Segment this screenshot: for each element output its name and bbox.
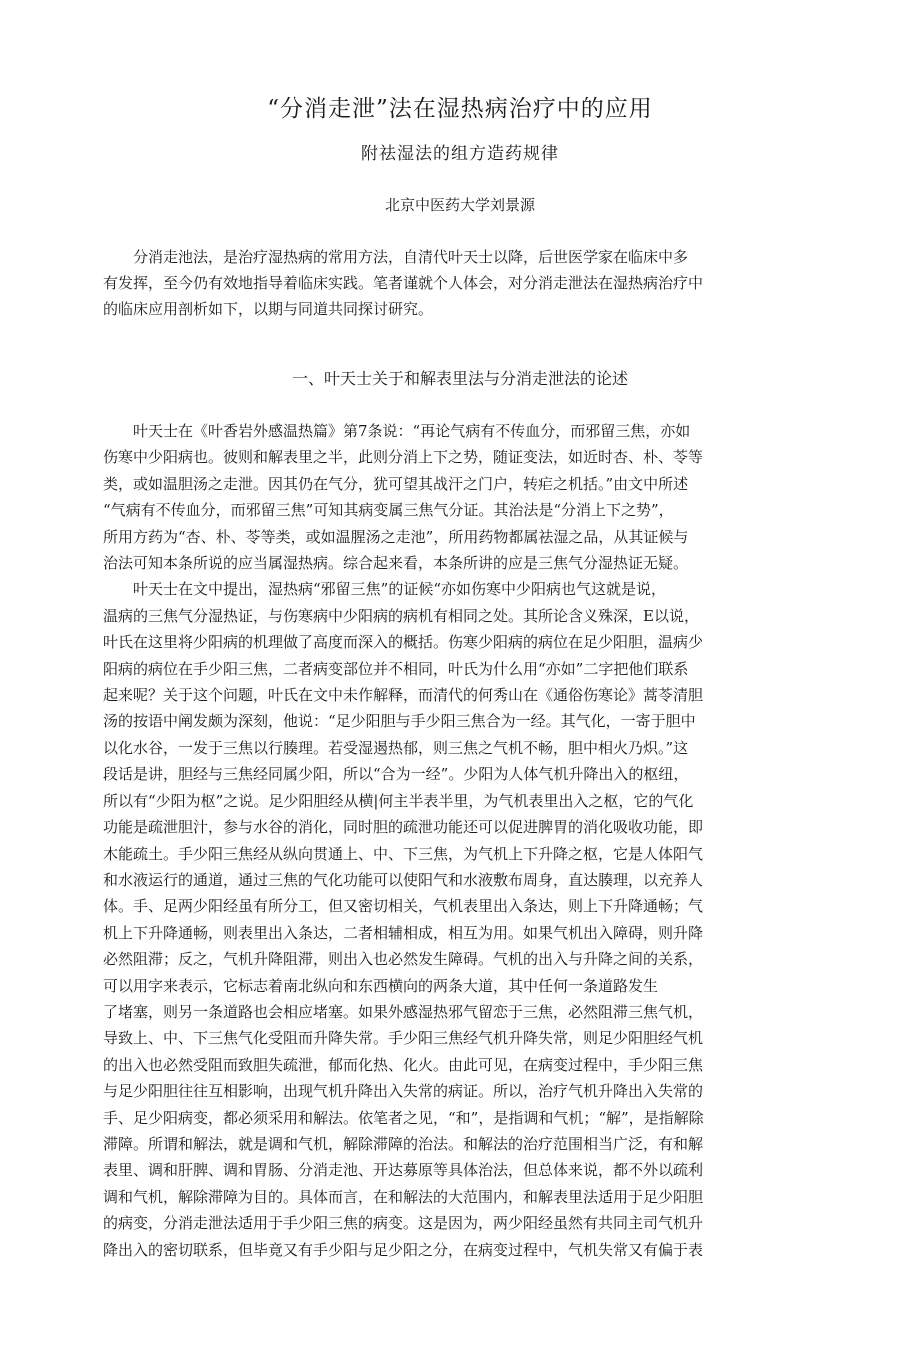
intro-line: 有发挥，至今仍有效地指导着临床实践。笔者谨就个人体会，对分消走泄法在湿热病治疗中 xyxy=(103,274,704,293)
document-title: “分消走泄”法在湿热病治疗中的应用 xyxy=(267,96,653,122)
section-heading: 一、叶天士关于和解表里法与分消走泄法的论述 xyxy=(291,369,628,388)
body-line: 叶天士在文中提出，湿热病“邪留三焦”的证候“亦如伤寒中少阳病也气这就是说， xyxy=(103,580,667,599)
body-line: 类，或如温胆汤之走泄。因其仍在气分，犹可望其战汗之门户，转疟之机括。”由文中所述 xyxy=(103,474,689,493)
intro-paragraph xyxy=(103,244,793,323)
body-line: 的出入也必然受阻而致胆失疏泄，郁而化热、化火。由此可见，在病变过程中，手少阳三焦 xyxy=(103,1055,704,1074)
body-line: 手、足少阳病变，都必须采用和解法。依笔者之见，“和”，是指调和气机；“解”，是指解除 xyxy=(103,1108,704,1127)
section-body xyxy=(103,418,793,1263)
body-line: 汤的按语中阐发颇为深刻，他说：“足少阳胆与手少阳三焦合为一经。其气化，一寄于胆中 xyxy=(103,712,696,731)
body-line: 治法可知本条所说的应当属湿热病。综合起来看，本条所讲的应是三焦气分湿热证无疑。 xyxy=(103,554,689,573)
body-line: 木能疏土。手少阳三焦经从纵向贯通上、中、下三焦，为气机上下升降之枢，它是人体阳气 xyxy=(103,844,704,863)
body-line: 导致上、中、下三焦气化受阻而升降失常。手少阳三焦经气机升降失常，则足少阳胆经气机 xyxy=(103,1029,704,1048)
body-line: 叶天士在《叶香岩外感温热篇》第7条说：“再论气病有不传血分，而邪留三焦，亦如 xyxy=(103,422,691,440)
body-line: 体。手、足两少阳经虽有所分工，但又密切相关，气机表里出入条达，则上下升降通畅；气 xyxy=(103,897,704,916)
body-line: 段话是讲，胆经与三焦经同属少阳，所以“合为一经”。少阳为人体气机升降出入的枢纽， xyxy=(103,765,689,784)
body-line: 阳病的病位在手少阳三焦，二者病变部位并不相同，叶氏为什么用“亦如”二字把他们联系 xyxy=(103,659,689,678)
body-line: 表里、调和肝脾、调和胃肠、分消走池、开达募原等具体治法，但总体来说，都不外以疏利 xyxy=(103,1161,704,1180)
body-line: 机上下升降通畅，则表里出入条达，二者相辅相成，相互为用。如果气机出入障碍，则升降 xyxy=(103,923,704,942)
document-subtitle: 附祛湿法的组方造药规律 xyxy=(361,144,559,164)
document-author: 北京中医药大学刘景源 xyxy=(384,196,535,214)
intro-line: 的临床应用剖析如下，以期与同道共同探讨研究。 xyxy=(103,300,434,319)
body-line: 降出入的密切联系，但毕竟又有手少阳与足少阳之分，在病变过程中，气机失常又有偏于表 xyxy=(103,1240,704,1259)
body-line: 必然阻滞；反之，气机升降阻滞，则出入也必然发生障碍。气机的出入与升降之间的关系， xyxy=(103,950,704,969)
body-line: “气病有不传血分，而邪留三焦”可知其病变属三焦气分证。其治法是“分消上下之势”， xyxy=(103,501,674,520)
body-line: 的病变，分消走泄法适用于手少阳三焦的病变。这是因为，两少阳经虽然有共同主司气机升 xyxy=(103,1214,704,1233)
body-line: 可以用字来表示，它标志着南北纵向和东西横向的两条大道，其中任何一条道路发生 xyxy=(103,976,659,995)
body-line: 功能是疏泄胆汁，参与水谷的消化，同时胆的疏泄功能还可以促进脾胃的消化吸收功能，即 xyxy=(103,818,704,837)
body-line: 与足少阳胆往往互相影响，出现气机升降出入失常的病证。所以，治疗气机升降出入失常的 xyxy=(103,1082,704,1101)
body-line: 叶氏在这里将少阳病的机理做了高度而深入的概括。伤寒少阳病的病位在足少阳胆，温病少 xyxy=(103,633,704,652)
body-line: 和水液运行的通道，通过三焦的气化功能可以使阳气和水液敷布周身，直达腠理，以充养人 xyxy=(103,870,704,889)
intro-line: 分消走池法，是治疗湿热病的常用方法，自清代叶天士以降，后世医学家在临床中多 xyxy=(103,248,689,266)
body-line: 调和气机，解除滞障为目的。具体而言，在和解法的大范围内，和解表里法适用于足少阳胆 xyxy=(103,1187,704,1206)
body-line: 起来呢？关于这个问题，叶氏在文中未作解释，而清代的何秀山在《通俗伤寒论》蒿苓清胆 xyxy=(103,686,704,705)
body-line: 滞障。所谓和解法，就是调和气机，解除滞障的治法。和解法的治疗范围相当广泛，有和解 xyxy=(103,1134,704,1153)
body-line: 以化水谷，一发于三焦以行腠理。若受湿遏热郁，则三焦之气机不畅，胆中相火乃炽。”这 xyxy=(103,738,689,757)
body-line: 伤寒中少阳病也。彼则和解表里之半，此则分消上下之势，随证变法，如近时杏、朴、苓等 xyxy=(103,448,704,467)
body-line: 温病的三焦气分湿热证，与伤寒病中少阳病的病机有相同之处。其所论含义殊深，E以说， xyxy=(103,606,699,625)
body-line: 所用方药为“杏、朴、苓等类，或如温腥汤之走池”，所用药物都属祛湿之品，从其证候与 xyxy=(103,527,689,546)
body-line: 所以有“少阳为枢”之说。足少阳胆经从横|何主半表半里，为气机表里出入之枢，它的气化 xyxy=(103,791,694,810)
body-line: 了堵塞，则另一条道路也会相应堵塞。如果外感湿热邪气留恋于三焦，必然阻滞三焦气机， xyxy=(103,1002,704,1021)
